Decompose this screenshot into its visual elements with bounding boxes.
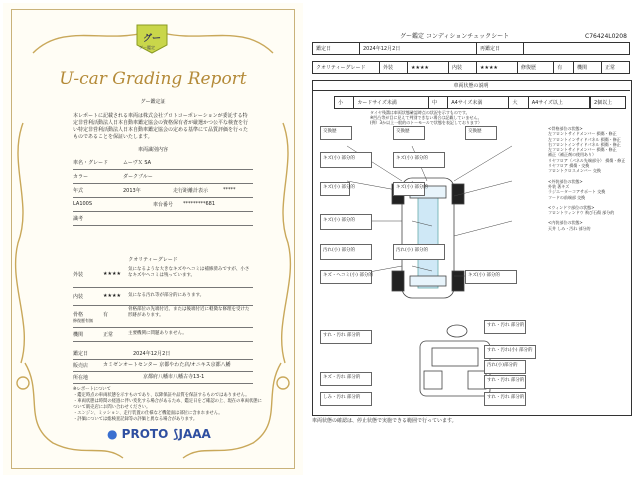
vehicle-row-model: [73, 197, 253, 212]
callout-box: [484, 375, 526, 389]
row-label: 識考: [73, 216, 84, 222]
note-line: <外装部位の状態>: [548, 178, 583, 184]
callout-text: すれ・汚れ 部分的: [487, 323, 525, 328]
goo-badge: [133, 23, 171, 55]
row-value2: *****: [223, 187, 236, 193]
notes-title: ※レポートについて: [73, 387, 111, 392]
callout-text: 汚れ(小) 部分的: [323, 248, 355, 253]
note-line: 天井 しみ・汚れ 部分的: [548, 225, 591, 231]
callout-text: キズ・汚れ 部分的: [323, 375, 361, 380]
callout-box: [465, 126, 497, 140]
legend-small-desc: カードサイズ未満: [354, 97, 429, 109]
jaaa-logo-mark: ⟆: [173, 427, 179, 441]
grade-label: 機関: [73, 332, 84, 338]
report-subtitle: グー鑑定証: [140, 99, 166, 105]
legend-table: [334, 96, 590, 109]
callout-box: [484, 345, 536, 359]
grade-label: 内装: [73, 294, 84, 300]
legend-divider: [312, 90, 630, 91]
callout-box: [484, 360, 526, 374]
callout-box: [393, 152, 445, 168]
grade-row-engine: [73, 327, 253, 342]
parts-count-table: [590, 96, 626, 109]
legend-note: ※凹凸等が目に見えて判別できない場合は記載していません。: [370, 115, 482, 120]
grade-row-frame: [73, 305, 253, 328]
callout-box: [320, 392, 372, 406]
callout-box: [320, 182, 355, 196]
callout-box: [320, 244, 372, 260]
vehicle-row-notes: [73, 211, 253, 226]
row-label2: 車台番号: [153, 202, 174, 208]
sheet-footer-note: 車両状態の確認は、停止状態で実施できる範囲で行っています。: [312, 418, 457, 424]
legend-note: (例）3か以上一般的のトーモールで状態を表記しております）: [370, 120, 482, 125]
engine-value: 正常: [601, 62, 629, 74]
callout-box: [484, 392, 526, 406]
row-label2: 走行距離計表示: [173, 188, 209, 194]
grade-stars: 正常: [103, 332, 114, 338]
note-line: 右フロントインサイドパネル 損傷・修正: [548, 141, 621, 147]
note-line: リヤフロア 損傷・交換: [548, 163, 590, 169]
note-line: <骨格部位の状態>: [548, 126, 583, 131]
callout-box: [465, 270, 517, 284]
section-quality-heading: クオリティーグレード: [128, 257, 178, 263]
grade-stars: 有: [103, 312, 109, 318]
callout-text: キズ(小) 部分的: [323, 218, 355, 223]
note-line: フロントクロスメンバー 交換: [548, 168, 601, 174]
callout-text: キズ(小) 部分的: [323, 185, 355, 190]
grade-desc: 気になる汚れ等が部分的にあります。: [128, 293, 205, 298]
callout-text: キズ(小) 部分的: [323, 156, 355, 161]
grade-desc: 気になるような大きなキズやヘコミは補修済みですが、小さなキズやヘコミは残っています。: [128, 267, 250, 278]
legend-medium: 中: [428, 97, 447, 109]
vehicle-row-year: [73, 183, 253, 198]
callout-box: [393, 182, 428, 196]
callout-text: 汚れ(小) 部分的: [396, 248, 428, 253]
jaaa-logo: [173, 427, 211, 441]
grade-desc: 骨格部位の先端付近、または後端付近に軽微な修理を受けた形跡があります。: [128, 307, 250, 318]
note-line: 左フロントサイドメンバー 損傷・修正: [548, 147, 617, 153]
grade-stars: ★★★★: [103, 293, 121, 299]
note-line: <内装部位の状態>: [548, 220, 583, 226]
repair-value: 有: [554, 62, 574, 74]
report-title: U-car Grading Report: [59, 69, 247, 89]
grading-certificate: [3, 3, 303, 475]
note-line: フロントウィンドウ 飛び石傷 部分的: [548, 210, 615, 216]
legend-title: 車両状態の説明: [453, 83, 489, 89]
exterior-label: 外装: [380, 62, 408, 74]
legend-large-desc: A4サイズ以上: [528, 97, 589, 109]
callout-text: しみ・汚れ 部分的: [323, 395, 361, 400]
location-row: [73, 371, 253, 384]
row-value: 京都府八幡市八幡古寺13-1: [143, 374, 205, 380]
grade-stars: ★★★★: [103, 271, 121, 277]
grade-row-interior: [73, 287, 253, 306]
note-line: 左フロントインサイドパネル 損傷・修正: [548, 136, 621, 142]
intro-text: 本レポートに記載される車両は株式会社プロトコーポレーションが委託する特定非営利活動法人日本自動車鑑定協会の資格保有者が厳選かつ公平な検査を行い特定非営利活動法人日本自動車鑑定協会の定める基準にて品質評価を行ったものであることを保証いたします。: [73, 113, 249, 140]
callout-box: [393, 126, 425, 140]
row-label: 販売店: [73, 363, 89, 369]
callout-box: [484, 320, 526, 334]
legend-small: 小: [335, 97, 354, 109]
note-line: 補正（補正剤の使用あり）: [548, 152, 596, 158]
legend-medium-desc: A4サイズ未満: [448, 97, 509, 109]
proto-logo-mark: ●: [107, 427, 118, 441]
row-value: 2013年: [123, 188, 141, 194]
proto-logo: [107, 427, 168, 441]
svg-text:グー: グー: [142, 34, 162, 44]
callout-box: [320, 270, 372, 284]
note-item: ・エンジン、ミッション、走行装置の仕様など機能面は部位に含まれません。: [73, 411, 223, 416]
callout-text: すれ・汚れ(小) 部分的: [487, 348, 533, 353]
callout-text: すれ・汚れ 部分的: [323, 333, 361, 338]
callout-box: [320, 372, 372, 386]
vehicle-row-name: [73, 155, 253, 170]
row-label: 年式: [73, 188, 84, 194]
grade-label: 外装: [73, 272, 84, 278]
callout-text: キズ(小) 部分的: [468, 273, 500, 278]
callout-box: [320, 152, 372, 168]
row-value: カミゼンオートセンター 京都やわた店/オニキス京都八幡: [103, 362, 231, 368]
grade-row-exterior: [73, 265, 253, 288]
row-value: LA100S: [73, 201, 93, 207]
date-label: 鑑定日: [313, 43, 360, 55]
row-label: カラー: [73, 174, 89, 180]
note-item: ・鑑定時点の車両状態を示すものであり、以降保証や品質を保証するものではありません。: [73, 393, 250, 398]
interior-label: 内装: [449, 62, 477, 74]
note-line: ラジエーターコアサポート 交換: [548, 189, 606, 195]
callout-text: キズ・ヘコミ(小) 部分的: [323, 273, 373, 278]
row-value: ダークブルー: [123, 174, 153, 180]
legend-note: タイヤ残溝は車両状態確認時点の状況を示すものです。: [370, 110, 470, 115]
proto-logo-text: PROTO: [121, 427, 169, 441]
callout-text: 交換歴: [396, 129, 410, 134]
legend-large: 大: [509, 97, 528, 109]
badge-text: グー鑑定: [139, 45, 155, 50]
date-value: 2024年12月2日: [360, 43, 477, 55]
row-value: ムーヴＸ SA: [123, 160, 152, 166]
note-line: フードの前端部 交換: [548, 194, 586, 200]
callout-box: [320, 214, 372, 230]
report-notes: [73, 387, 263, 423]
note-item: ・評価については総検査記録等の評価と異なる場合があります。: [73, 417, 198, 422]
parts-count: 2個以上: [591, 97, 626, 109]
row-value: 2024年12月2日: [133, 351, 171, 357]
note-line: 外装 著キズ: [548, 183, 570, 189]
sheet-title: グー鑑定 コンディションチェックシート: [400, 33, 510, 40]
right-notes: [548, 126, 630, 231]
engine-label: 機関: [573, 62, 601, 74]
note-item: ・車両状態は時間の経過に伴い変化する場合があるため、鑑定日をご確認の上、現在の車両状態について販売店にお問い合わせください。: [73, 399, 262, 410]
vehicle-row-color: [73, 169, 253, 184]
callout-box: [320, 126, 352, 140]
section-vehicle-heading: 車両識別内容: [137, 147, 168, 153]
callout-text: 汚れ(小)部分的: [487, 363, 518, 368]
jaaa-logo-text: JAAA: [178, 427, 211, 441]
interior-value: ★★★★: [476, 62, 517, 74]
reissue-value: [524, 43, 630, 55]
row-label: 車名・グレード: [73, 160, 109, 166]
callout-box: [320, 330, 372, 344]
note-line: 左フロントサイドメンバー 損傷・修正: [548, 131, 617, 137]
reissue-label: 再鑑定日: [477, 43, 524, 55]
grade-label: 骨格: [73, 312, 84, 318]
note-line: リヤフロア（パネル先端部分） 損傷・修正: [548, 157, 626, 163]
callout-text: 交換歴: [323, 129, 337, 134]
row-value2: *********681: [183, 201, 216, 207]
note-line: <ウィンドウ部位の状態>: [548, 204, 595, 210]
grade-desc: 主要機関に問題ありません。: [128, 331, 187, 336]
callout-text: すれ・汚れ 部分的: [487, 395, 525, 400]
callout-text: キズ(小) 部分的: [396, 185, 428, 190]
exterior-value: ★★★★: [407, 62, 448, 74]
sheet-grade-table: [312, 61, 630, 74]
callout-box: [393, 244, 445, 260]
row-label: 所在地: [73, 375, 89, 381]
callout-text: 交換歴: [468, 129, 482, 134]
callout-text: キズ(小) 部分的: [396, 156, 428, 161]
sheet-header-table: [312, 42, 630, 55]
row-label: 鑑定日: [73, 351, 89, 357]
quality-label: クオリティーグレード: [313, 62, 380, 74]
sheet-doc-id: C76424L0208: [585, 33, 627, 40]
grade-sub: 修復歴有無: [73, 318, 93, 323]
callout-text: すれ・汚れ 部分的: [487, 378, 525, 383]
repair-label: 修復歴: [518, 62, 554, 74]
